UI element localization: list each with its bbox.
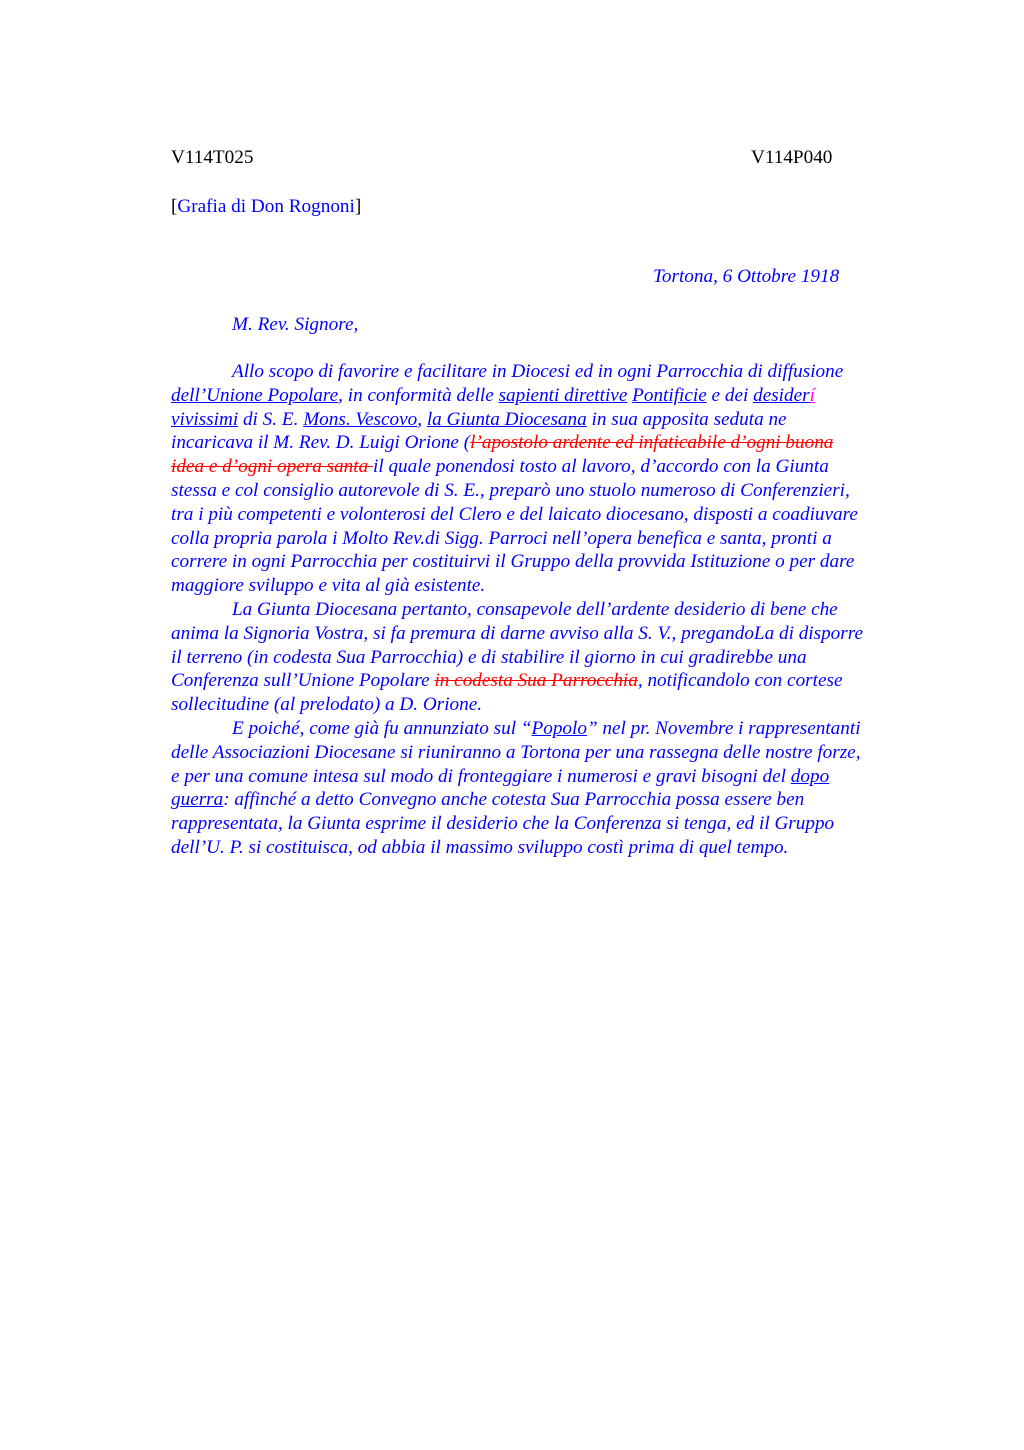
- bracket-open: [: [171, 196, 178, 217]
- text-run: maggiore sviluppo e vita al già esistente.: [171, 575, 486, 597]
- text-run: stessa e col consiglio autorevole di S. E., preparò uno stuolo numeroso di Conferenzieri,: [171, 479, 850, 501]
- letter-body: [171, 360, 931, 860]
- text-run: : affinché a detto Convegno anche cotesta Sua Parrocchia possa essere ben: [223, 789, 805, 811]
- body-line: [171, 598, 931, 622]
- text-run: il terreno (in codesta Sua Parrocchia) e di stabilire il giorno in cui gradirebbe una: [171, 646, 807, 668]
- text-run: incaricava il M. Rev. D. Luigi Orione (: [171, 432, 471, 454]
- body-line: [171, 788, 931, 812]
- text-run: rappresentata, la Giunta esprime il desiderio che la Conferenza si tenga, ed il Gruppo: [171, 813, 835, 835]
- text-run: ,: [417, 408, 427, 430]
- body-line: [171, 812, 931, 836]
- body-line: [171, 646, 931, 670]
- body-line: [171, 455, 931, 479]
- body-line: [171, 408, 931, 432]
- underlined-text: sapienti direttive: [498, 384, 628, 406]
- body-line: [171, 503, 931, 527]
- text-run: e per una comune intesa sul modo di fronteggiare i numerosi e gravi bisogni del: [171, 765, 791, 787]
- text-run: ” nel pr. Novembre i rappresentanti: [586, 717, 861, 739]
- deleted-text: in codesta Sua Parrocchia: [434, 670, 638, 692]
- underlined-text: dell’Unione Popolare: [171, 384, 339, 406]
- body-line: [171, 669, 931, 693]
- body-line: [171, 741, 931, 765]
- body-line: [171, 527, 931, 551]
- underlined-text: Mons. Vescovo: [303, 408, 418, 430]
- text-run: correre in ogni Parrocchia per costituirvi il Gruppo della provvida Istituzione o per dare: [171, 551, 855, 573]
- document-code-left: V114T025: [171, 147, 254, 168]
- text-run: E poiché, come già fu annunziato sul “: [232, 717, 532, 739]
- deleted-text: idea e d’ogni opera santa: [171, 456, 373, 478]
- text-run: delle Associazioni Diocesane si riuniranno a Tortona per una rassegna delle nostre forze,: [171, 741, 861, 763]
- body-line: [171, 550, 931, 574]
- letter-salutation: M. Rev. Signore,: [232, 314, 359, 335]
- text-run: La Giunta Diocesana pertanto, consapevole dell’ardente desiderio di bene che: [232, 598, 838, 620]
- text-run: Conferenza sull’Unione Popolare: [171, 670, 435, 692]
- text-run: Allo scopo di favorire e facilitare in Diocesi ed in ogni Parrocchia di diffusione: [232, 361, 844, 382]
- text-run: di S. E.: [238, 408, 304, 430]
- grafia-note: [171, 195, 361, 219]
- body-line: [171, 360, 931, 384]
- text-run: tra i più competenti e volonterosi del Clero e del laicato diocesano, disposti a coadiuvare: [171, 503, 858, 525]
- text-run: in sua apposita seduta ne: [586, 408, 787, 430]
- bracket-close: ]: [354, 196, 362, 217]
- underlined-text: vivissimi: [171, 408, 239, 430]
- text-run: dell’U. P. si costituisca, od abbia il massimo sviluppo costì prima di quel tempo.: [171, 836, 789, 858]
- text-run: , in conformità delle: [338, 384, 499, 406]
- underlined-text: Popolo: [531, 717, 587, 739]
- text-run: il quale ponendosi tosto al lavoro, d’accordo con la Giunta: [372, 456, 829, 478]
- text-run: sollecitudine (al prelodato) a D. Orione.: [171, 694, 483, 716]
- underlined-text: la Giunta Diocesana: [426, 408, 587, 430]
- grafia-text: Grafia di Don Rognoni: [177, 196, 355, 217]
- body-line: [171, 693, 931, 717]
- body-line: [171, 384, 931, 408]
- underlined-text: guerra: [171, 789, 224, 811]
- text-run: , notificandolo con cortese: [637, 670, 843, 692]
- letter-date: Tortona, 6 Ottobre 1918: [653, 266, 840, 287]
- inserted-accent: í: [809, 384, 815, 406]
- body-line: [171, 574, 931, 598]
- underlined-text: Pontificie: [632, 384, 707, 406]
- body-line: [171, 431, 931, 455]
- underlined-text: desider: [753, 384, 810, 406]
- body-line: [171, 479, 931, 503]
- text-run: e dei: [706, 384, 754, 406]
- underlined-text: dopo: [790, 765, 830, 787]
- body-line: [171, 717, 931, 741]
- body-line: [171, 765, 931, 789]
- body-line: [171, 836, 931, 860]
- body-line: [171, 622, 931, 646]
- deleted-text: l’apostolo ardente ed infaticabile d’ogni buona: [470, 432, 834, 454]
- text-run: colla propria parola i Molto Rev.di Sigg. Parroci nell’opera benefica e santa, pronti a: [171, 527, 832, 549]
- text-run: anima la Signoria Vostra, si fa premura di darne avviso alla S. V., pregandoLa di disporre: [171, 622, 864, 644]
- document-code-right: V114P040: [751, 147, 833, 168]
